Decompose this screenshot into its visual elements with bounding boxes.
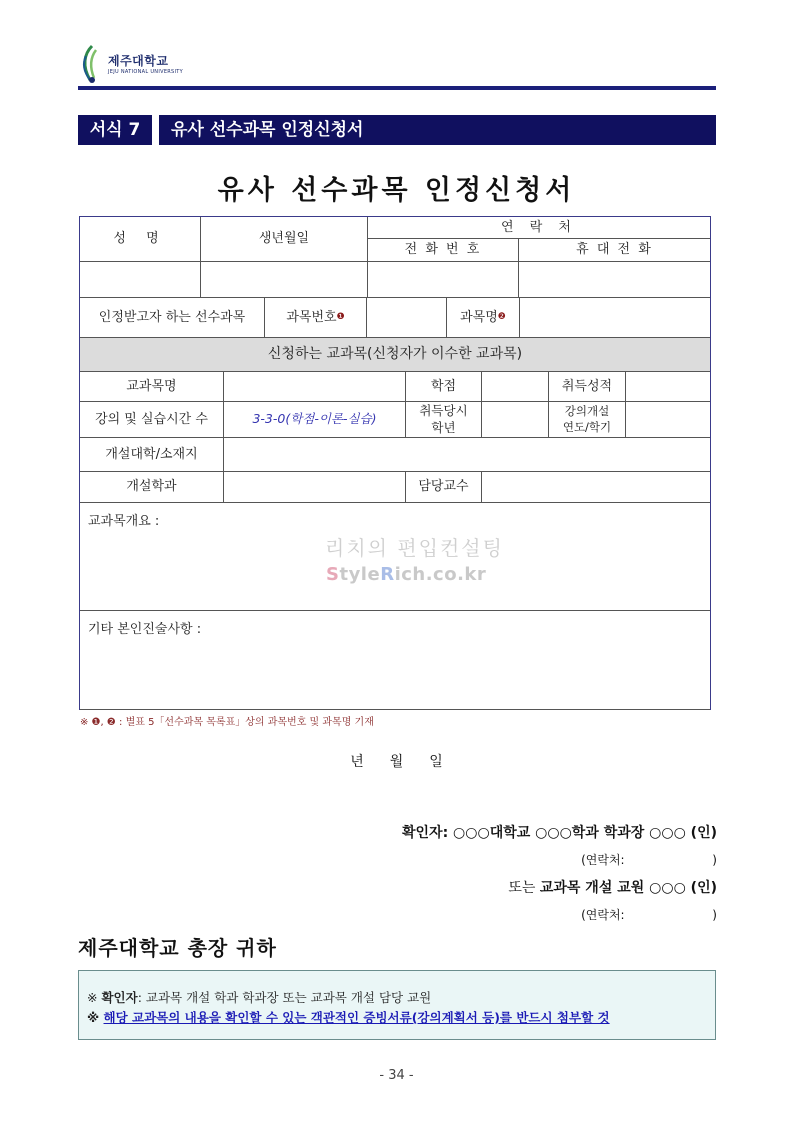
mark-2-icon: ❷	[497, 312, 506, 323]
year-at-completion-field[interactable]	[482, 402, 548, 437]
hours-value[interactable]: 3-3-0(학점-이론-실습)	[252, 411, 377, 427]
course-name-field[interactable]	[520, 298, 710, 337]
credit-label: 학점	[430, 378, 457, 394]
birthdate-label: 생년월일	[258, 231, 310, 247]
grade-field[interactable]	[626, 372, 710, 401]
section-title: 신청하는 교과목(신청자가 이수한 교과목)	[267, 346, 523, 363]
mobile-label: 휴 대 전 화	[576, 242, 653, 258]
subject-name-field[interactable]	[224, 372, 405, 401]
instructor-signature: 또는 교과목 개설 교원 ○○○ (인)	[508, 880, 717, 896]
watermark-brand: StyleRich.co.kr	[326, 564, 487, 585]
credit-field[interactable]	[482, 372, 548, 401]
logo-name: 제주대학교	[108, 54, 169, 68]
course-name-label: 과목명 ❷	[460, 309, 506, 325]
phone-field[interactable]	[368, 262, 518, 297]
form-bar-title: 유사 선수과목 인정신청서	[159, 115, 716, 145]
notice-line-2: ※ 해당 교과목의 내용을 확인할 수 있는 객관적인 증빙서류(강의계획서 등)를 반드시 첨부할 것	[87, 1010, 610, 1025]
confirmer-signature: 확인자: ○○○대학교 ○○○학과 학과장 ○○○ (인)	[402, 825, 717, 841]
month-label: 월	[389, 754, 404, 770]
overview-field[interactable]: 교과목개요 :	[88, 514, 160, 529]
contact-label: 연 락 처	[501, 219, 577, 235]
form-number-tag: 서식 7	[78, 115, 152, 145]
professor-field[interactable]	[482, 472, 710, 502]
instructor-contact: (연락처: )	[581, 908, 717, 922]
grade-label: 취득성적	[561, 378, 613, 394]
header-rule	[78, 86, 716, 90]
statement-field[interactable]: 기타 본인진술사항 :	[88, 622, 202, 637]
department-label: 개설학과	[126, 479, 177, 495]
course-number-label: 과목번호 ❶	[286, 309, 345, 325]
subject-name-label: 교과목명	[126, 378, 177, 394]
page-number: - 34 -	[379, 1068, 414, 1083]
year-at-completion-label: 취득당시 학년	[419, 402, 468, 435]
course-number-field[interactable]	[367, 298, 446, 337]
date-line	[0, 751, 793, 771]
addressee: 제주대학교 총장 귀하	[78, 936, 277, 960]
birthdate-field[interactable]	[201, 262, 367, 297]
document-title: 유사 선수과목 인정신청서	[217, 175, 576, 206]
hours-label: 강의 및 실습시간 수	[95, 411, 208, 427]
confirmer-contact: (연락처: )	[581, 853, 717, 867]
mark-1-icon: ❶	[336, 312, 345, 323]
footnote: ※ ❶, ❷ : 별표 5「선수과목 목록표」상의 과목번호 및 과목명 기재	[80, 717, 374, 728]
leaf-emblem-icon	[78, 44, 106, 84]
university-label: 개설대학/소재지	[105, 446, 198, 462]
day-label: 일	[429, 754, 443, 770]
target-course-label: 인정받고자 하는 선수과목	[98, 309, 246, 325]
open-term-label: 강의개설 연도/학기	[562, 403, 612, 434]
name-field[interactable]	[80, 262, 200, 297]
open-term-field[interactable]	[626, 402, 710, 437]
attachment-notice-link: 해당 교과목의 내용을 확인할 수 있는 객관적인 증빙서류(강의계획서 등)를 반드시 첨부할 것	[103, 1010, 610, 1025]
phone-label: 전 화 번 호	[404, 242, 482, 258]
university-field[interactable]	[224, 438, 710, 471]
name-label: 성 명	[113, 231, 167, 247]
mobile-field[interactable]	[519, 262, 710, 297]
notice-line-1: ※ 확인자: 교과목 개설 학과 학과장 또는 교과목 개설 담당 교원	[87, 990, 432, 1005]
logo-subtitle: JEJU NATIONAL UNIVERSITY	[108, 69, 184, 75]
year-label: 년	[350, 754, 364, 770]
watermark-text: 리치의 편입컨설팅	[325, 536, 504, 560]
professor-label: 담당교수	[418, 479, 469, 495]
department-field[interactable]	[224, 472, 405, 502]
